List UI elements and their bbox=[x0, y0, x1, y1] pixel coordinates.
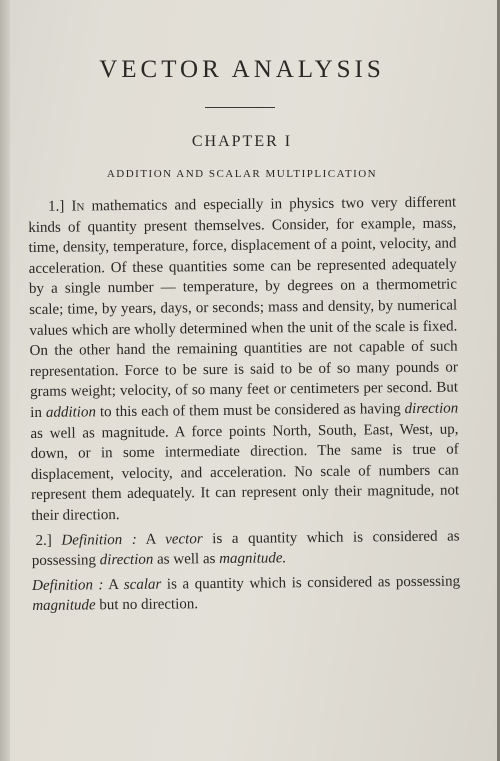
page-gutter-shadow bbox=[0, 0, 10, 761]
definition-label: Definition : bbox=[61, 531, 137, 549]
section-title: ADDITION AND SCALAR MULTIPLICATION bbox=[106, 168, 378, 180]
emphasis-text: vector bbox=[165, 530, 203, 548]
book-title: VECTOR ANALYSIS bbox=[99, 56, 385, 83]
emphasis-text: direction bbox=[99, 551, 154, 569]
paragraph-text: is a quantity which is considered as possessing bbox=[31, 527, 460, 570]
paragraph-text: as well as bbox=[157, 551, 216, 568]
emphasis-text: direction bbox=[404, 400, 459, 418]
definition-label: Definition : bbox=[31, 576, 104, 594]
paragraph-text: as well as magnitude. A force points North, South, East, West, up, down, or in some intermediate direction. The same is true of displacement, velocity, and acceleration. No scale of numbers can represent them adequately. It can represent only their magnitude, not their direction. bbox=[30, 421, 460, 524]
paragraph-text: but no direction. bbox=[99, 596, 199, 614]
emphasis-text: scalar bbox=[123, 576, 162, 593]
lead-word: In bbox=[71, 198, 85, 215]
chapter-heading: CHAPTER I bbox=[191, 133, 293, 150]
paragraph-text: A bbox=[145, 531, 156, 548]
paragraph-number: 1.] bbox=[48, 198, 65, 215]
paragraph-text: A bbox=[108, 576, 119, 593]
emphasis-text: magnitude. bbox=[219, 550, 287, 568]
title-rule bbox=[205, 107, 275, 108]
paragraph-1 bbox=[28, 193, 459, 527]
paragraph-2 bbox=[31, 526, 459, 572]
paragraph-text: is a quantity which is considered as possessing bbox=[166, 573, 461, 593]
paragraph-text: mathematics and especially in physics two very different kinds of quantity present themselves. Consider, for example, mass, time, density, temperature, force, displacement of a point, velocity, and acceleration. Of these quantities some can be represented adequately by a single number — temperature, by degrees on a thermometric scale; time, by years, days, or seconds; mass and density, by numerical values which are wholly determined when the unit of the scale is fixed. On the other hand the remaining quantities are not capable of such representation. Force to be sure is said to be of so many pounds or grams weight; velocity, of so many feet or centimeters per second. But in bbox=[28, 194, 459, 421]
emphasis-text: addition bbox=[45, 404, 97, 421]
body-text bbox=[28, 193, 460, 617]
paragraph-number: 2.] bbox=[35, 532, 52, 549]
emphasis-text: magnitude bbox=[32, 597, 96, 615]
paragraph-3 bbox=[32, 571, 460, 617]
paragraph-text: to this each of them must be considered as having bbox=[99, 401, 401, 421]
